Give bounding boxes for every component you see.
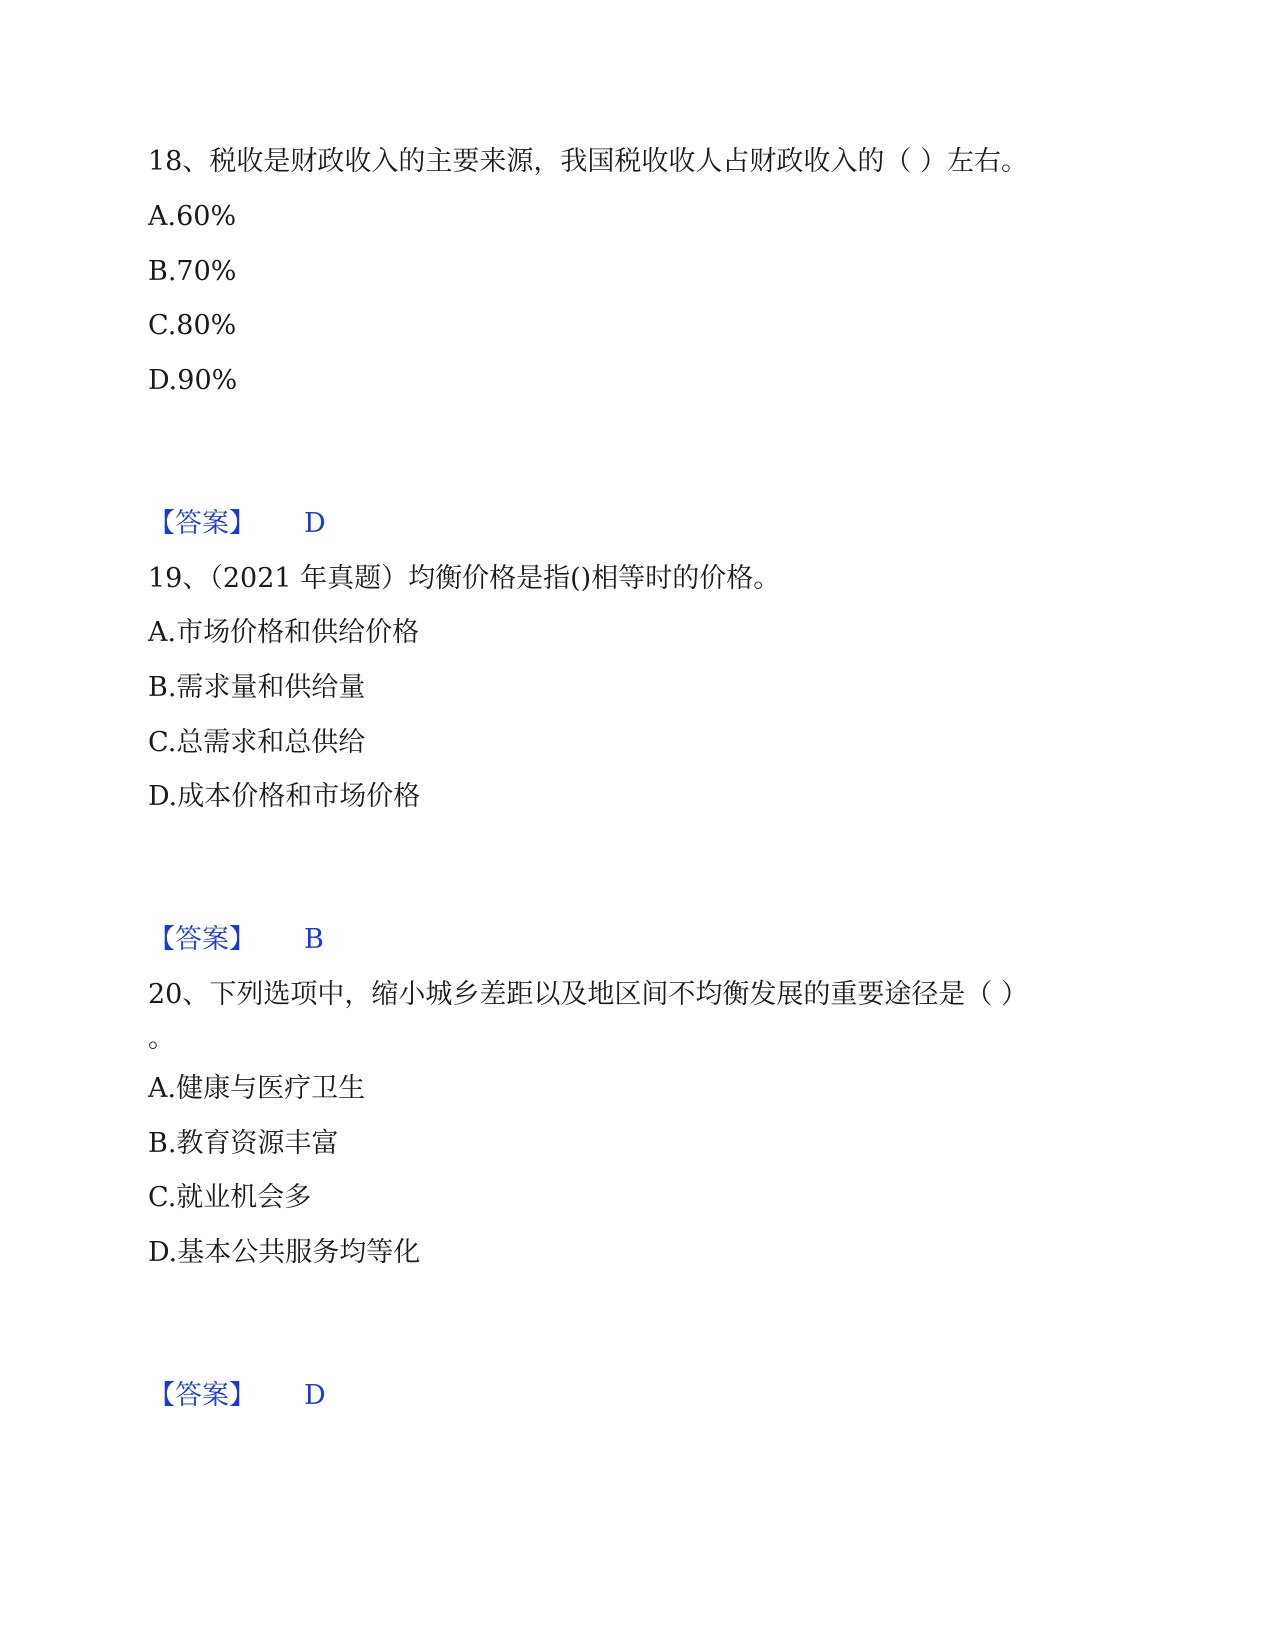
question-19-option-a: A.市场价格和供给价格	[148, 617, 420, 648]
question-20-stem-continuation: 。	[148, 1023, 175, 1054]
question-20-option-b: B.教育资源丰富	[148, 1128, 339, 1159]
question-19-option-c: C.总需求和总供给	[148, 727, 366, 758]
question-18-option-b: B.70%	[148, 256, 237, 287]
answer-label: 【答案】	[148, 924, 256, 955]
question-20-stem: 20、下列选项中，缩小城乡差距以及地区间不均衡发展的重要途径是（ ）	[148, 979, 1028, 1010]
answer-value: D	[304, 508, 326, 539]
question-19-option-b: B.需求量和供给量	[148, 672, 366, 703]
question-18-stem: 18、税收是财政收入的主要来源，我国税收收人占财政收入的（ ）左右。	[148, 146, 1028, 177]
question-20-option-c: C.就业机会多	[148, 1182, 312, 1213]
question-18-answer	[148, 507, 326, 541]
question-18-option-d: D.90%	[148, 365, 238, 396]
answer-value: B	[304, 924, 324, 955]
question-19-stem: 19、（2021 年真题）均衡价格是指()相等时的价格。	[148, 563, 781, 594]
answer-label: 【答案】	[148, 1380, 256, 1411]
question-19-answer	[148, 923, 324, 957]
answer-label: 【答案】	[148, 508, 256, 539]
question-19-option-d: D.成本价格和市场价格	[148, 781, 421, 812]
question-20-option-d: D.基本公共服务均等化	[148, 1237, 421, 1268]
question-20-option-a: A.健康与医疗卫生	[148, 1073, 366, 1104]
question-18-option-c: C.80%	[148, 310, 237, 341]
question-18-option-a: A.60%	[148, 201, 237, 232]
answer-value: D	[304, 1380, 326, 1411]
question-20-answer	[148, 1379, 326, 1413]
